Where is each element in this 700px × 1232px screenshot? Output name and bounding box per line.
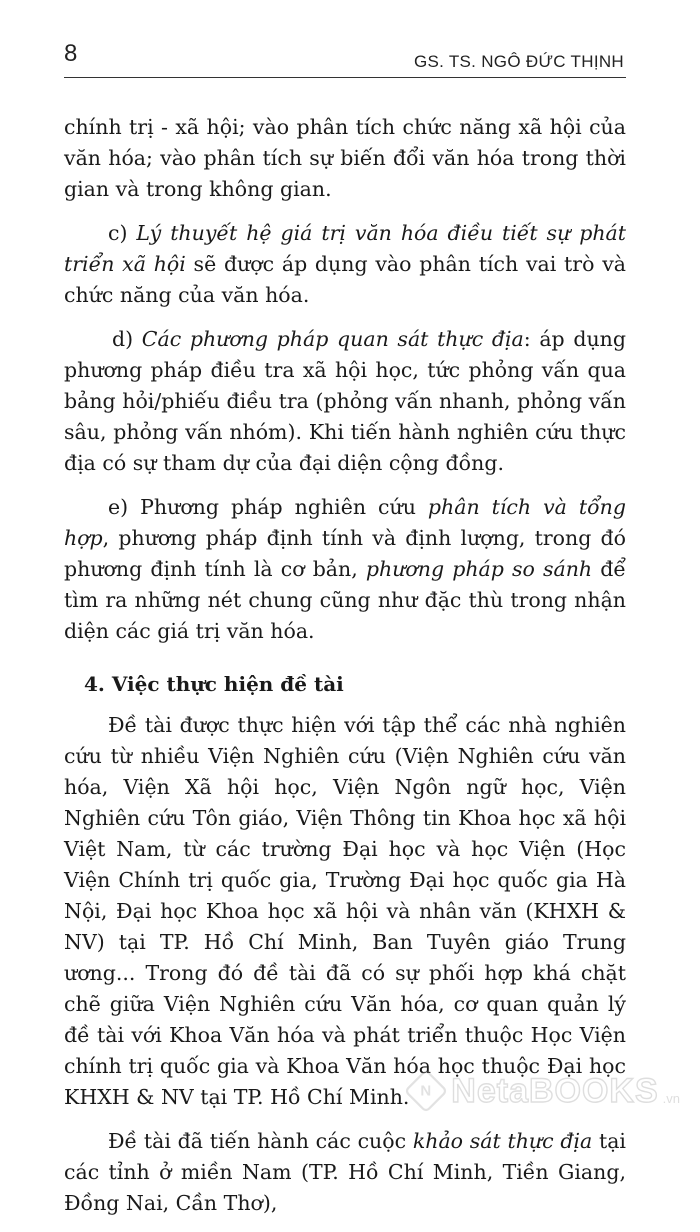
paragraph-c-rest: sẽ được áp dụng vào phân tích vai trò và chức năng của văn hóa. bbox=[64, 252, 626, 307]
paragraph-6 bbox=[64, 1126, 626, 1219]
paragraph-e-text-2: , phương pháp định tính và định lượng, trong đó phương định tính là cơ bản, bbox=[64, 526, 626, 581]
paragraph-6-text-1: Đề tài đã tiến hành các cuộc bbox=[108, 1129, 413, 1153]
paragraph-c bbox=[64, 218, 626, 311]
paragraph-d-rest: : áp dụng phương pháp điều tra xã hội học, tức phỏng vấn qua bảng hỏi/phiếu điều tra (phỏng vấn nhanh, phỏng vấn sâu, phỏng vấn nhóm). Khi tiến hành nghiên cứu thực địa có sự tham dự của đại diện cộng đồng. bbox=[64, 327, 626, 475]
paragraph-5: Đề tài được thực hiện với tập thể các nhà nghiên cứu từ nhiều Viện Nghiên cứu (Viện Nghiên cứu văn hóa, Viện Xã hội học, Viện Ngôn ngữ học, Viện Nghiên cứu Tôn giáo, Viện Thông tin Khoa học xã hội Việt Nam, từ các trường Đại học và học Viện (Học Viện Chính trị quốc gia, Trường Đại học quốc gia Hà Nội, Đại học Khoa học xã hội và nhân văn (KHXH & NV) tại TP. Hồ Chí Minh, Ban Tuyên giáo Trung ương... Trong đó đề tài đã có sự phối hợp khá chặt chẽ giữa Viện Nghiên cứu Văn hóa, cơ quan quản lý đề tài với Khoa Văn hóa và phát triển thuộc Học Viện chính trị quốc gia và Khoa Văn hóa học thuộc Đại học KHXH & NV tại TP. Hồ Chí Minh. bbox=[64, 713, 626, 1109]
paragraph-d-italic: Các phương pháp quan sát thực địa bbox=[141, 327, 524, 351]
running-head: GS. TS. NGÔ ĐỨC THỊNH bbox=[413, 52, 624, 71]
paragraph-e-italic-2: phương pháp so sánh bbox=[365, 557, 593, 581]
section-heading: 4. Việc thực hiện đề tài bbox=[84, 672, 344, 696]
watermark-text: NetaBOOKS bbox=[451, 1071, 659, 1110]
paragraph-d bbox=[64, 324, 626, 479]
page-number: 8 bbox=[64, 40, 78, 67]
paragraph-6-text-2: tại các tỉnh ở miền Nam (TP. Hồ Chí Minh, Tiền Giang, Đồng Nai, Cần Thơ), bbox=[64, 1129, 626, 1215]
paragraph-e-text-1: e) Phương pháp nghiên cứu bbox=[108, 495, 428, 519]
body-text bbox=[64, 112, 626, 1232]
paragraph-e-text-3: để tìm ra những nét chung cũng như đặc thù trong nhận diện các giá trị văn hóa. bbox=[64, 557, 626, 643]
paragraph-c-italic: Lý thuyết hệ giá trị văn hóa điều tiết sự phát triển xã hội bbox=[64, 221, 626, 276]
paragraph-6-italic: khảo sát thực địa bbox=[412, 1129, 593, 1153]
paragraph-e bbox=[64, 492, 626, 647]
paragraph-d-lead: d) bbox=[112, 327, 142, 351]
watermark bbox=[405, 1070, 680, 1112]
paragraph-c-lead: c) bbox=[108, 221, 137, 245]
header-rule bbox=[64, 77, 626, 78]
watermark-suffix: .vn bbox=[662, 1091, 680, 1106]
netabooks-logo-icon: N bbox=[404, 1069, 449, 1114]
paragraph-1: chính trị - xã hội; vào phân tích chức năng xã hội của văn hóa; vào phân tích sự biến đổi văn hóa trong thời gian và trong không gian. bbox=[64, 115, 626, 201]
paragraph-e-italic-1: phân tích và tổng hợp bbox=[64, 495, 626, 550]
